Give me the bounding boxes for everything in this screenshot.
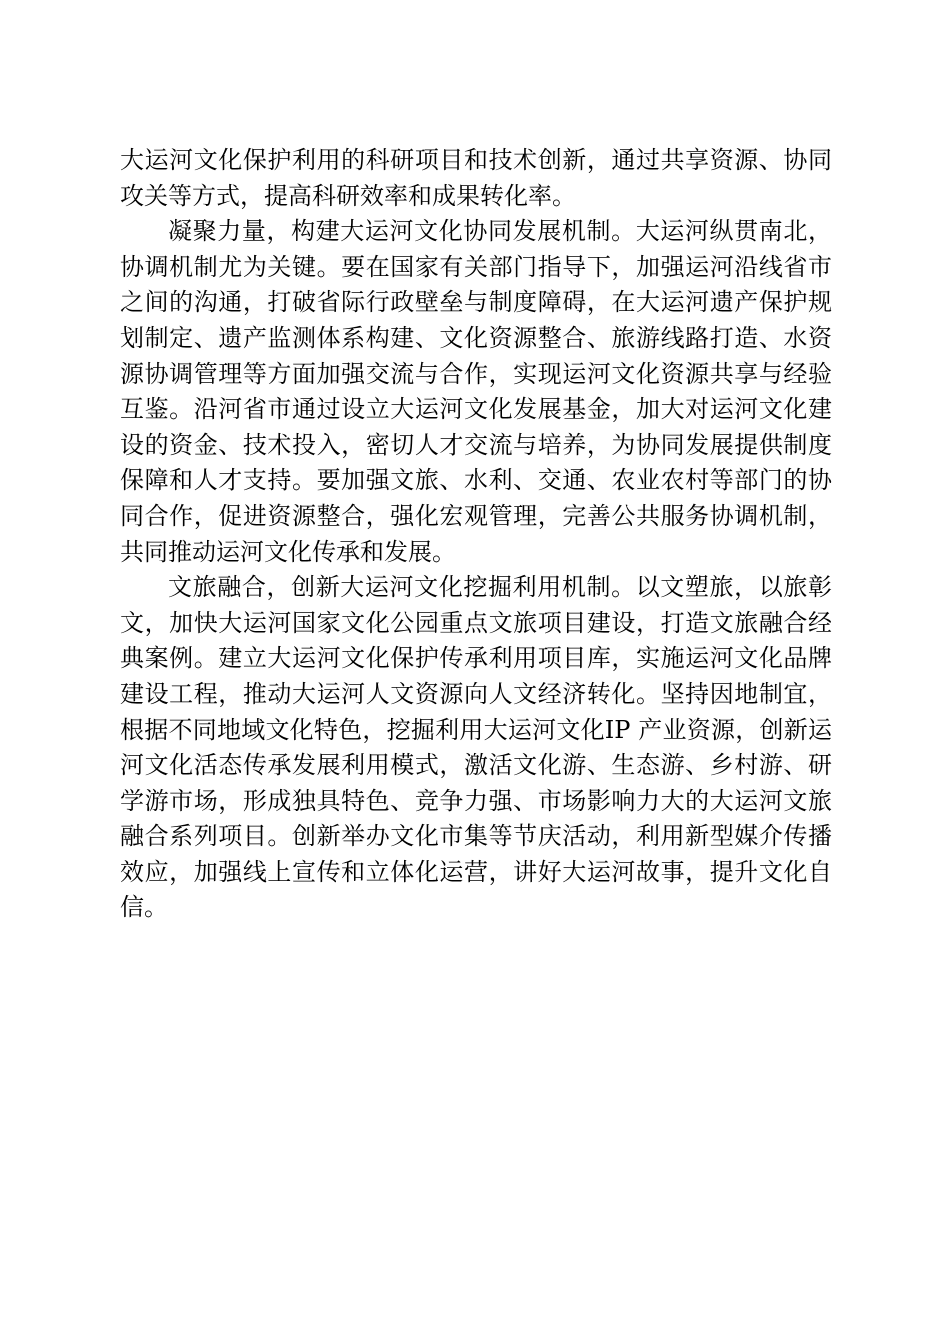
paragraph-continuation: 大运河文化保护利用的科研项目和技术创新，通过共享资源、协同攻关等方式，提高科研效率和成果转化率。 [120, 146, 832, 210]
body-text [120, 143, 832, 926]
paragraph-culture-tourism-integration: 文旅融合，创新大运河文化挖掘利用机制。以文塑旅，以旅彰文，加快大运河国家文化公园重点文旅项目建设，打造文旅融合经典案例。建立大运河文化保护传承利用项目库，实施运河文化品牌建设工程，推动大运河人文资源向人文经济转化。坚持因地制宜，根据不同地域文化特色，挖掘利用大运河文化IP 产业资源，创新运河文化活态传承发展利用模式，激活文化游、生态游、乡村游、研学游市场，形成独具特色、竞争力强、市场影响力大的大运河文旅融合系列项目。创新举办文化市集等节庆活动，利用新型媒介传播效应，加强线上宣传和立体化运营，讲好大运河故事，提升文化自信。 [120, 573, 832, 922]
paragraph-collaborative-mechanism: 凝聚力量，构建大运河文化协同发展机制。大运河纵贯南北，协调机制尤为关键。要在国家有关部门指导下，加强运河沿线省市之间的沟通，打破省际行政壁垒与制度障碍，在大运河遗产保护规划制定、遗产监测体系构建、文化资源整合、旅游线路打造、水资源协调管理等方面加强交流与合作，实现运河文化资源共享与经验互鉴。沿河省市通过设立大运河文化发展基金，加大对运河文化建设的资金、技术投入，密切人才交流与培养，为协同发展提供制度保障和人才支持。要加强文旅、水利、交通、农业农村等部门的协同合作，促进资源整合，强化宏观管理，完善公共服务协调机制，共同推动运河文化传承和发展。 [120, 217, 832, 566]
